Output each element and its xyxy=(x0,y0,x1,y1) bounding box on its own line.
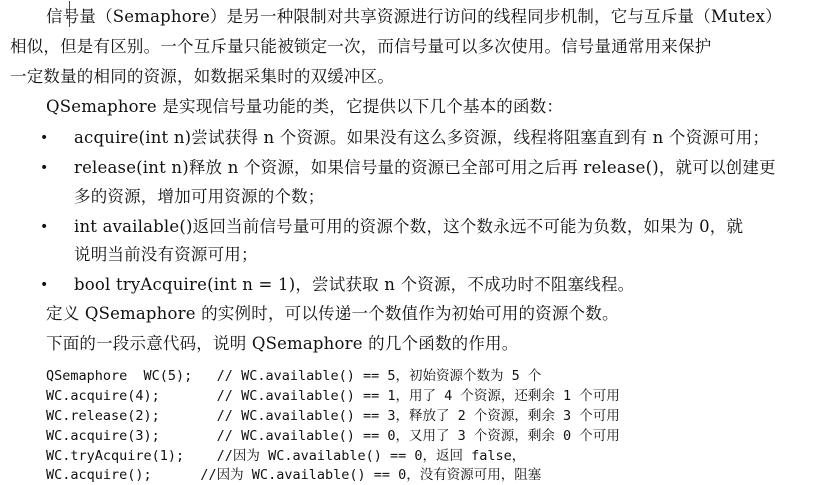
bullet-marker-release: • xyxy=(40,160,49,176)
code-line-2: WC.acquire(4); // WC.available() == 1，用了 4 个资源，还剩余 1 个可用 xyxy=(46,388,620,404)
intro-paragraph-line-1: 信号量（Semaphore）是另一种限制对共享资源进行访问的线程同步机制，它与互斥量（Mutex） xyxy=(46,7,782,26)
code-intro-line: 下面的一段示意代码，说明 QSemaphore 的几个函数的作用。 xyxy=(46,334,519,353)
bullet-marker-tryacquire: • xyxy=(40,277,49,293)
bullet-available-line-2: 说明当前没有资源可用； xyxy=(74,245,258,264)
code-line-4: WC.acquire(3); // WC.available() == 0，又用了 3 个资源，剩余 0 个可用 xyxy=(46,428,620,444)
bullet-tryacquire-line-1: bool tryAcquire(int n = 1)，尝试获取 n 个资源，不成功时不阻塞线程。 xyxy=(74,275,635,294)
code-line-6: WC.acquire(); //因为 WC.available() == 0，没有资源可用，阻塞 xyxy=(46,467,542,483)
code-line-1: QSemaphore WC(5); // WC.available() == 5，初始资源个数为 5 个 xyxy=(46,368,542,384)
code-line-3: WC.release(2); // WC.available() == 3，释放了 2 个资源，剩余 3 个可用 xyxy=(46,408,620,424)
bullet-available-line-1: int available()返回当前信号量可用的资源个数，这个数永远不可能为负数，如果为 0，就 xyxy=(74,217,744,236)
bullet-marker-available: • xyxy=(40,219,49,235)
bullet-acquire-line-1: acquire(int n)尝试获得 n 个资源。如果没有这么多资源，线程将阻塞直到有 n 个资源可用； xyxy=(74,128,770,147)
intro-paragraph-line-3: 一定数量的相同的资源，如数据采集时的双缓冲区。 xyxy=(10,67,395,86)
bullet-release-line-1: release(int n)释放 n 个资源，如果信号量的资源已全部可用之后再 release()，就可以创建更 xyxy=(74,158,776,177)
bullet-release-line-2: 多的资源，增加可用资源的个数； xyxy=(74,187,325,206)
intro-paragraph-line-2: 相似，但是有区别。一个互斥量只能被锁定一次，而信号量可以多次使用。信号量通常用来保护 xyxy=(10,37,712,56)
code-line-5: WC.tryAcquire(1); //因为 WC.available() == 0，返回 false， xyxy=(46,448,526,464)
qsemaphore-intro-line: QSemaphore 是实现信号量功能的类，它提供以下几个基本的函数： xyxy=(46,97,564,116)
bullet-marker-acquire: • xyxy=(40,130,49,146)
instance-definition-line: 定义 QSemaphore 的实例时，可以传递一个数值作为初始可用的资源个数。 xyxy=(46,304,619,323)
